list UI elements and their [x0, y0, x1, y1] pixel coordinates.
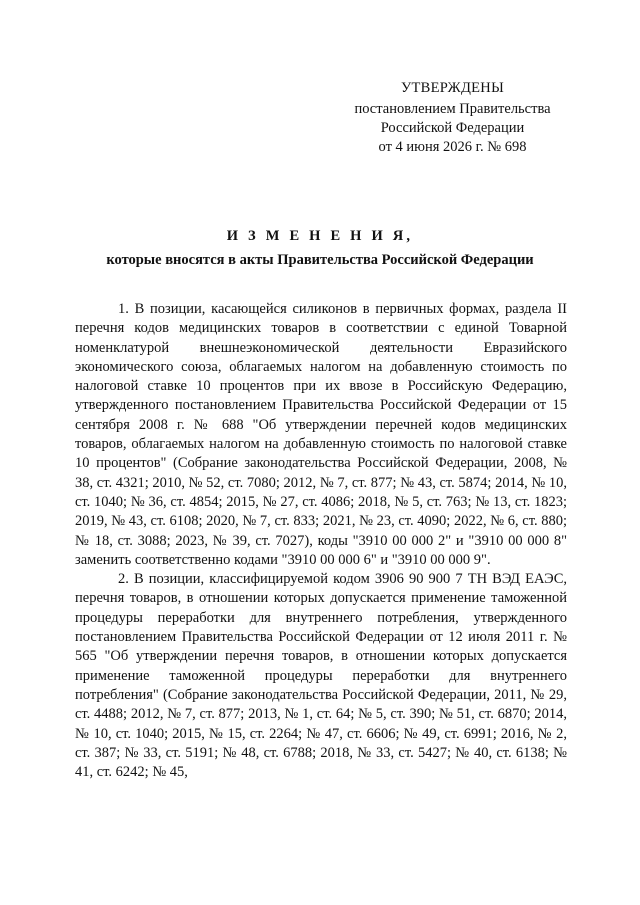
approval-line-1: постановлением Правительства [354, 101, 551, 117]
document-title: И З М Е Н Е Н И Я, [226, 228, 414, 244]
paragraph-1: 1. В позиции, касающейся силиконов в первичных формах, раздела II перечня кодов медицинских товаров в соответствии с единой Товарной номенклатурой внешнеэкономической деятельности Евразийского экономического союза, облагаемых налогом на добавленную стоимость по налоговой ставке 10 процентов при их ввозе в Российскую Федерацию, утвержденного постановлением Правительства Российской Федерации от 15 сентября 2008 г. № 688 "Об утверждении перечней кодов медицинских товаров, облагаемых налогом на добавленную стоимость по налоговой ставке 10 процентов" (Собрание законодательства Российской Федерации, 2008, № 38, ст. 4321; 2010, № 52, ст. 7080; 2012, № 7, ст. 877; № 43, ст. 5874; 2014, № 10, ст. 1040; № 36, ст. 4854; 2015, № 27, ст. 4086; 2018, № 5, ст. 763; № 13, ст. 1823; 2019, № 43, ст. 6108; 2020, № 7, ст. 833; 2021, № 23, ст. 4090; 2022, № 6, ст. 880; № 18, ст. 3088; 2023, № 39, ст. 7027), коды "3910 00 000 2" и "3910 00 000 8" заменить соответственно кодами "3910 00 000 6" и "3910 00 000 9". [75, 301, 567, 568]
approval-line-3: от 4 июня 2026 г. № 698 [378, 139, 527, 155]
paragraph-2: 2. В позиции, классифицируемой кодом 3906 90 900 7 ТН ВЭД ЕАЭС, перечня товаров, в отношении которых допускается применение таможенной процедуры переработки для внутреннего потребления, утвержденного постановлением Правительства Российской Федерации от 12 июля 2011 г. № 565 "Об утверждении перечня товаров, в отношении которых допускается применение таможенной процедуры переработки для внутреннего потребления" (Собрание законодательства Российской Федерации, 2011, № 29, ст. 4488; 2012, № 7, ст. 877; 2013, № 1, ст. 64; № 5, ст. 390; № 51, ст. 6870; 2014, № 10, ст. 1040; 2015, № 15, ст. 2264; № 47, ст. 6606; № 49, ст. 6991; 2016, № 2, ст. 387; № 33, ст. 5191; № 48, ст. 6788; 2018, № 33, ст. 5427; № 40, ст. 6138; № 41, ст. 6242; № 45, [75, 571, 567, 781]
approval-line-2: Российской Федерации [380, 120, 525, 136]
document-body [75, 300, 567, 782]
approval-stamp: УТВЕРЖДЕНЫ [400, 80, 505, 96]
document-subtitle: которые вносятся в акты Правительства Российской Федерации [106, 252, 534, 268]
approval-block [300, 79, 605, 157]
